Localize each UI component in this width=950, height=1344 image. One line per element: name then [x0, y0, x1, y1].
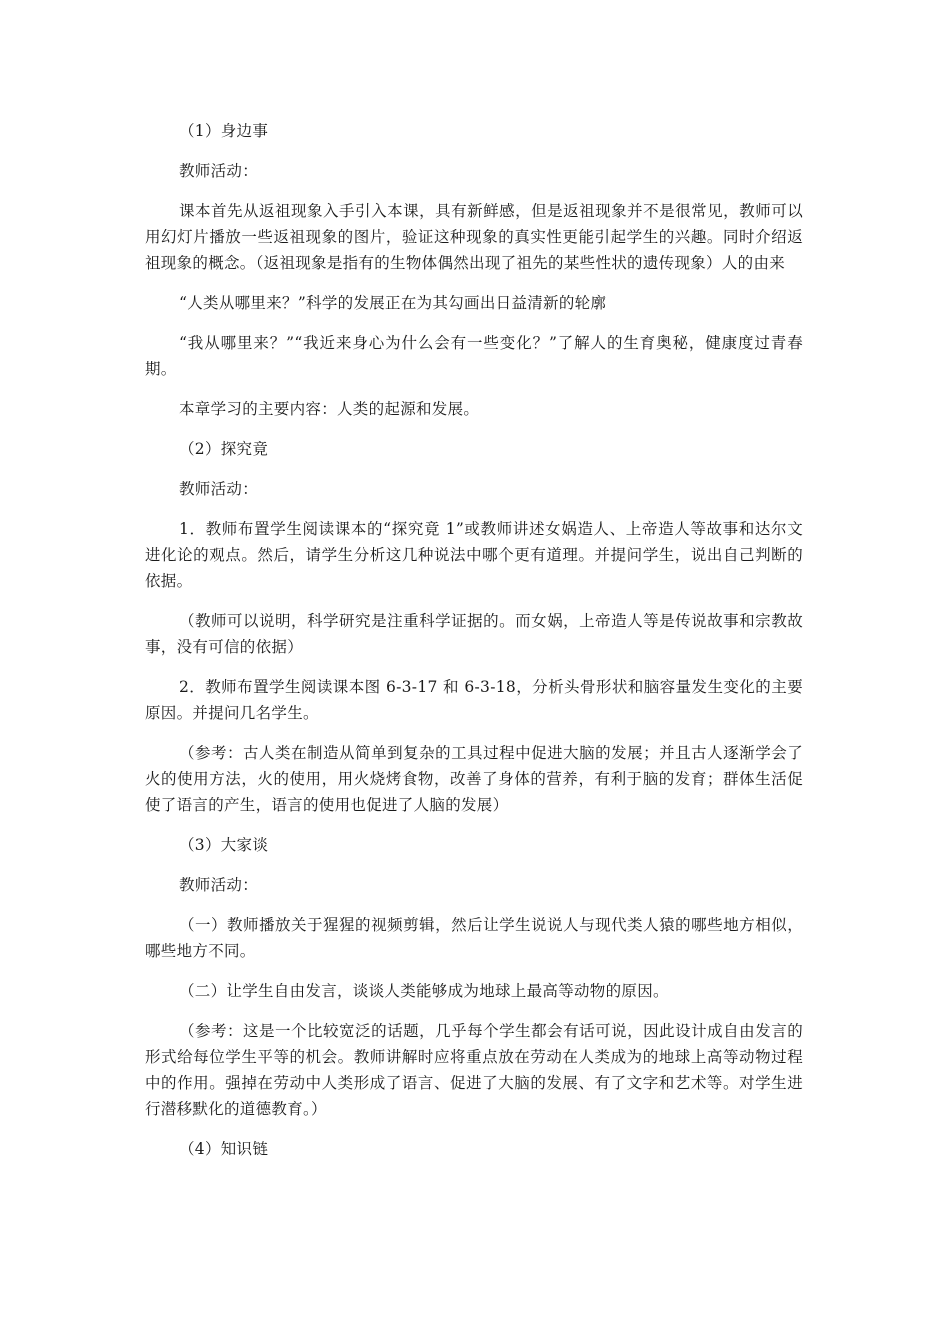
heading-discussion: （3）大家谈: [179, 836, 269, 854]
paragraph-human-origin-question: “人类从哪里来？”科学的发展正在为其勾画出日益清新的轮廓: [179, 294, 607, 312]
paragraph-chapter-content: 本章学习的主要内容：人类的起源和发展。: [179, 400, 480, 418]
heading-explore: （2）探究竟: [179, 440, 269, 458]
document-page: [145, 118, 803, 1176]
paragraph-atavism-intro: 课本首先从返祖现象入手引入本课，具有新鲜感，但是返祖现象并不是很常见，教师可以用幻灯片播放一些返祖现象的图片，验证这种现象的真实性更能引起学生的兴趣。同时介绍返祖现象的概念。（返祖现象是指有的生物体偶然出现了祖先的某些性状的遗传现象）人的由来: [145, 202, 803, 272]
paragraph-activity-2: 2．教师布置学生阅读课本图 6-3-17 和 6-3-18，分析头骨形状和脑容量发生变化的主要原因。并提问几名学生。: [145, 678, 803, 722]
paragraph-discussion-1: （一）教师播放关于猩猩的视频剪辑，然后让学生说说人与现代类人猿的哪些地方相似，哪些地方不同。: [145, 916, 803, 960]
heading-knowledge-chain: （4）知识链: [179, 1140, 269, 1158]
paragraph-discussion-reference: （参考：这是一个比较宽泛的话题，几乎每个学生都会有话可说，因此设计成自由发言的形式给每位学生平等的机会。教师讲解时应将重点放在劳动在人类成为的地球上高等动物过程中的作用。强掉在劳动中人类形成了语言、促进了大脑的发展、有了文字和艺术等。对学生进行潜移默化的道德教育。）: [145, 1022, 803, 1118]
paragraph-discussion-2: （二）让学生自由发言，谈谈人类能够成为地球上最高等动物的原因。: [179, 982, 669, 1000]
label-teacher-activity: 教师活动：: [179, 480, 259, 498]
paragraph-activity-1-note: （教师可以说明，科学研究是注重科学证据的。而女娲，上帝造人等是传说故事和宗教故事，没有可信的依据）: [145, 612, 803, 656]
paragraph-activity-1: 1．教师布置学生阅读课本的“探究竟 1”或教师讲述女娲造人、上帝造人等故事和达尔文进化论的观点。然后，请学生分析这几种说法中哪个更有道理。并提问学生，说出自己判断的依据。: [145, 520, 803, 590]
label-teacher-activity: 教师活动：: [179, 162, 259, 180]
paragraph-activity-2-reference: （参考：古人类在制造从简单到复杂的工具过程中促进大脑的发展；并且古人逐渐学会了火的使用方法，火的使用，用火烧烤食物，改善了身体的营养，有利于脑的发育；群体生活促使了语言的产生，语言的使用也促进了人脑的发展）: [145, 744, 803, 814]
paragraph-where-am-i-from: “我从哪里来？”“我近来身心为什么会有一些变化？”了解人的生育奥秘，健康度过青春期。: [145, 334, 803, 378]
heading-nearby-things: （1）身边事: [179, 122, 269, 140]
label-teacher-activity: 教师活动：: [179, 876, 259, 894]
